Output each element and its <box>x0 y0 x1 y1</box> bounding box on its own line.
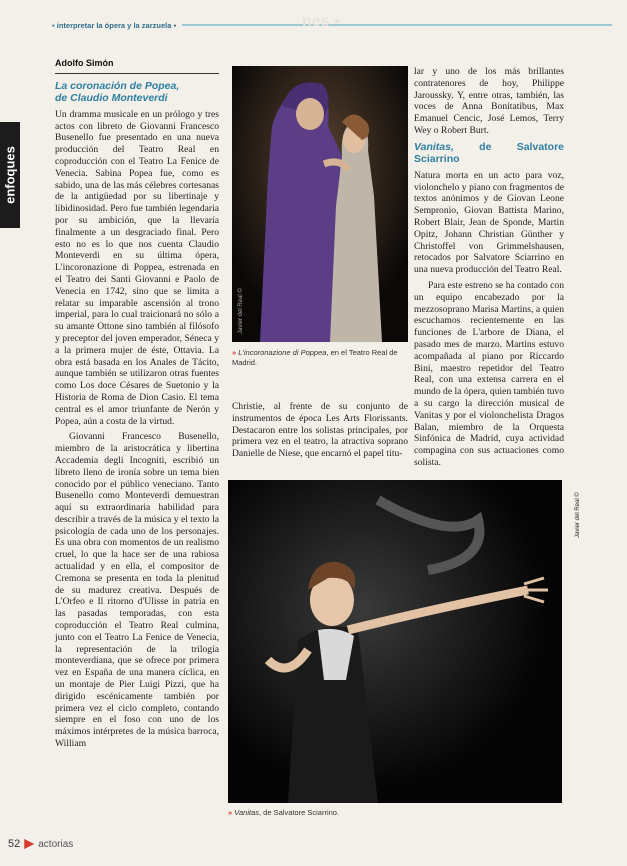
section-tab <box>0 122 20 228</box>
article-1-paragraph-4: lar y uno de los más brillantes contratenores de hoy, Philippe Jaroussky. Y, entre otras, también, las voces de Anna Bonitatibus, Max Emanuel Cencic, José Lemos, Terry Wey o Robert Burt. <box>414 66 564 136</box>
brand-logo-icon <box>24 839 34 849</box>
article-2-paragraph-2: Para este estreno se ha contado con un equipo encabezado por la mezzosoprano Marisa Martins, a quien escuchamos recientemente en las funciones de L'arbore de Diana, el pasado mes de marzo. Martins estuvo acompañada al piano por Riccardo Bini, maestro repetidor del Teatro Real, con una extensa carrera en el mundo de la ópera, quien también tuvo a su cargo la dirección musical de Vanitas y por el violonchelista Dragos Balan, miembro de la Orquesta Sinfónica de Madrid, cuya actividad compagina con sus actuaciones como solista. <box>414 279 564 468</box>
page-footer <box>8 838 73 850</box>
header-rule <box>182 24 612 26</box>
header-ghost-text: nes ▪ <box>302 13 340 30</box>
article-1-paragraph-2: Giovanni Francesco Busenello, miembro de la aristocrática y libertina Accademia degli Incogniti, escribió un libreto lleno de ironía sobre un tema bien conocido por el público veneciano. Tanto Busenello como Monteverdi demuestran aquí su extraordinaria habilidad para describir a través de la música y el texto la psicología de cada uno de los personajes. Es una obra con momentos de un realismo cruel, lo que la hace ser de una rabiosa actualidad y en ella, el compositor de Cremona se presenta en toda la plenitud de su madurez creativa. Después de L'Orfeo e Il ritorno d'Ulisse in patria en las pasadas temporadas, con esta coproducción el Teatro Real culmina, junto con el Teatro La Fenice de Venecia, la representación de la trilogía monteverdiana, que se ofrece por primera vez en España de una manera cíclica, en un montaje de Pier Luigi Pizzi, que ha dirigido escénicamente también por primera vez el ciclo completo, contando siempre en el foso con uno de los máximos intérpretes de la música barroca, William <box>55 431 219 750</box>
photo-credit: Javier del Real © <box>575 492 581 538</box>
article-2-paragraph-1: Natura morta en un acto para voz, violonchelo y piano con fragmentos de textos anónimos y de Giovan Leone Sempronio, Giovan Battista Marino, Robert Blair, Jean de Sponde, Martin Opitz, Johann Christian Günther y Christoffel von Grimmelshausen, retocados por Salvatore Sciarrino en una nueva producción del Teatro Real. <box>414 169 564 276</box>
article-2-title-rest: de Salvatore Sciarrino <box>414 140 564 166</box>
photo-poppea <box>232 66 408 342</box>
section-tab-label: enfoques <box>2 146 18 204</box>
caption-marker: » <box>232 348 237 357</box>
column-3 <box>414 66 564 473</box>
article-1-title-line2: de Claudio Monteverdi <box>55 92 168 105</box>
article-2-title-italic: Vanitas, <box>414 140 454 153</box>
article-1-paragraph-3: Christie, al frente de su conjunto de instrumentos de época Les Arts Florissants. Destacaron entre los solistas principales, por primera vez en el teatro, la atractiva soprano Danielle de Niese, que encarnó el papel titu- <box>232 401 408 460</box>
article-2-title <box>414 141 564 166</box>
stage-photo-illustration <box>228 480 562 803</box>
caption-vanitas <box>228 808 562 818</box>
photo-credit: Javier del Real © <box>238 288 244 334</box>
section-header <box>52 13 612 32</box>
article-1-paragraph-1: Un dramma musicale en un prólogo y tres actos con libreto de Giovanni Francesco Busenello fue presentado en una nueva producción del Teatro Real en coproducción con el Teatro La Fenice de Venecia. Sabina Popea fue, como es sabido, una de las más célebres cortesanas de la antigüedad por su libertinaje y libidinosidad. Pero fue también legendaria por su ambición, que la llevaría finalmente a un desgraciado final. Pero esto no es lo que nos cuenta Claudio Monteverdi en su última ópera, L'incoronazione di Poppea, estrenada en el Teatro dei Santi Giovanni e Paolo de Venecia en 1742, sino que se limita a relatar su imparable ascensión al trono imperial, para lo cual traicionará no sólo a su amante Ottone sino también al filósofo y preceptor del joven emperador, Séneca y a la primera mujer de éste, Ottavia. La obra está basada en los Anales de Tácito, aunque también se utilizaron otras fuentes como Los doce Césares de Suetonio y la Historia de Roma de Dion Casio. El tema central es el amor triunfante de Nerón y Popea, aún a costa de la virtud. <box>55 108 219 427</box>
caption-text: , de Salvatore Sciarrino. <box>259 808 340 817</box>
photo-vanitas <box>228 480 581 803</box>
author-byline: Adolfo Simón <box>55 58 219 74</box>
column-2 <box>232 401 408 464</box>
caption-marker: » <box>228 808 233 817</box>
caption-text: , en el Teatro Real de Madrid. <box>232 348 398 367</box>
section-label: ▪ interpretar la ópera y la zarzuela ▪ <box>52 20 177 30</box>
caption-title: Vanitas <box>234 808 260 817</box>
page-number: 52 <box>8 838 21 850</box>
caption-poppea <box>232 348 408 368</box>
caption-title: L'incoronazione di Poppea <box>238 348 327 357</box>
column-1 <box>55 58 219 754</box>
article-1-title <box>55 80 219 105</box>
brand-name: actorias <box>38 838 74 850</box>
stage-photo-illustration <box>232 66 408 342</box>
article-1-title-line1: La coronación de Popea, <box>55 79 180 92</box>
